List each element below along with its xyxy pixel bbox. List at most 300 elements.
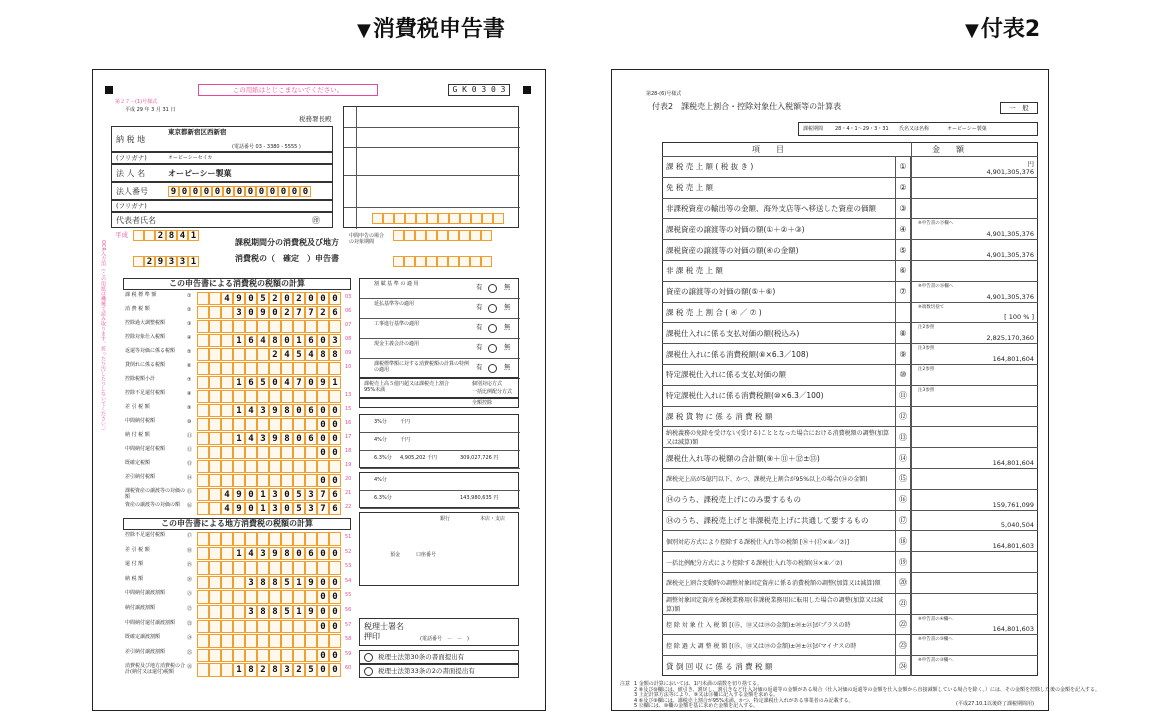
amount-digit[interactable] [257, 649, 269, 663]
amount-digit[interactable]: 0 [329, 649, 341, 663]
amount-digit[interactable] [221, 432, 233, 445]
amount-digit[interactable] [197, 446, 209, 459]
amount-digit[interactable]: 0 [245, 306, 257, 319]
amount-digit[interactable]: 8 [269, 663, 281, 677]
amount-digit[interactable] [245, 474, 257, 487]
amount-digit[interactable] [257, 474, 269, 487]
amount-digit[interactable]: 1 [233, 334, 245, 347]
amount-digit[interactable]: 3 [257, 432, 269, 445]
amount-digit[interactable] [305, 620, 317, 634]
amount-digit[interactable]: 3 [269, 488, 281, 501]
amount-digit[interactable] [221, 620, 233, 634]
amount-digit[interactable]: 5 [293, 348, 305, 361]
amount-digit[interactable]: 0 [317, 292, 329, 305]
amount-digit[interactable] [233, 418, 245, 431]
amount-digit[interactable] [293, 446, 305, 459]
amount-digit[interactable]: 5 [305, 663, 317, 677]
amount-digit[interactable]: 0 [329, 404, 341, 417]
amount-digit[interactable]: 0 [281, 334, 293, 347]
amount-digit[interactable] [317, 634, 329, 648]
amount-digit[interactable]: 0 [317, 418, 329, 431]
amount-digit[interactable]: 4 [257, 334, 269, 347]
amount-digit[interactable]: 0 [317, 590, 329, 604]
amount-digit[interactable] [233, 460, 245, 473]
amount-digit[interactable] [209, 404, 221, 417]
amount-digit[interactable]: 0 [317, 432, 329, 445]
amount-digit[interactable]: 1 [257, 502, 269, 515]
amount-digit[interactable]: 9 [269, 432, 281, 445]
amount-digit[interactable] [197, 306, 209, 319]
amount-digit[interactable]: 0 [293, 547, 305, 561]
option-yes[interactable]: 有 [476, 283, 483, 291]
office-use-cell[interactable] [372, 213, 383, 224]
amount-digit[interactable] [293, 649, 305, 663]
amount-digit[interactable]: 8 [257, 605, 269, 619]
interim-to-digit[interactable] [481, 256, 492, 267]
office-use-cell[interactable] [449, 213, 460, 224]
amount-digit[interactable]: 0 [329, 446, 341, 459]
amount-digit[interactable]: 0 [317, 404, 329, 417]
amount-digit[interactable] [209, 663, 221, 677]
amount-digit[interactable] [245, 348, 257, 361]
amount-digit[interactable] [305, 634, 317, 648]
interim-from-digit[interactable] [470, 230, 481, 241]
amount-digit[interactable] [221, 362, 233, 375]
amount-digit[interactable] [293, 561, 305, 575]
amount-digit[interactable] [281, 418, 293, 431]
amount-digit[interactable] [209, 561, 221, 575]
amount-digit[interactable] [281, 590, 293, 604]
amount-digit[interactable]: 6 [245, 376, 257, 389]
amount-digit[interactable] [209, 576, 221, 590]
interim-to-digit[interactable] [415, 256, 426, 267]
amount-digit[interactable]: 9 [233, 502, 245, 515]
period-from-digit[interactable] [144, 230, 155, 241]
interim-from-cells[interactable] [393, 230, 492, 241]
amount-digit[interactable]: 4 [281, 376, 293, 389]
amount-digit[interactable]: 2 [317, 306, 329, 319]
corp-number-digit[interactable]: 0 [300, 186, 311, 197]
interim-to-digit[interactable] [393, 256, 404, 267]
amount-digit[interactable]: 4 [221, 502, 233, 515]
amount-digit[interactable] [209, 390, 221, 403]
amount-digit[interactable]: 6 [305, 334, 317, 347]
period-from-digit[interactable]: 8 [166, 230, 177, 241]
amount-digit[interactable] [209, 620, 221, 634]
phone-number[interactable]: (電話番号 03 - 3380 - 5555 ) [232, 144, 301, 150]
amount-digit[interactable]: 0 [329, 605, 341, 619]
amount-digit[interactable] [221, 532, 233, 546]
amount-digit[interactable]: 3 [305, 502, 317, 515]
amount-digit[interactable] [305, 446, 317, 459]
amount-digit[interactable]: 2 [269, 348, 281, 361]
amount-digit[interactable] [209, 649, 221, 663]
amount-digit[interactable] [221, 634, 233, 648]
amount-digit[interactable]: 6 [329, 502, 341, 515]
amount-digit[interactable]: 9 [305, 605, 317, 619]
option-yes[interactable]: 有 [476, 363, 483, 371]
amount-digit[interactable] [269, 620, 281, 634]
period-from-digit[interactable]: 4 [177, 230, 188, 241]
amount-digit[interactable] [257, 620, 269, 634]
amount-digit[interactable] [209, 446, 221, 459]
amount-digit[interactable] [269, 590, 281, 604]
period-from-digit[interactable]: 2 [155, 230, 166, 241]
amount-digit[interactable]: 8 [245, 663, 257, 677]
corp-number-digit[interactable]: 0 [245, 186, 256, 197]
amount-digit[interactable] [245, 561, 257, 575]
corp-number-digit[interactable]: 9 [168, 186, 179, 197]
amount-digit[interactable]: 6 [305, 404, 317, 417]
amount-digit[interactable]: 9 [305, 576, 317, 590]
amount-digit[interactable]: 4 [221, 292, 233, 305]
amount-digit[interactable] [257, 590, 269, 604]
amount-digit[interactable] [245, 418, 257, 431]
amount-digit[interactable] [281, 320, 293, 333]
amount-digit[interactable]: 0 [305, 376, 317, 389]
amount-digit[interactable]: 1 [293, 334, 305, 347]
amount-digit[interactable] [221, 376, 233, 389]
option-yes[interactable]: 有 [476, 323, 483, 331]
period-to-digit[interactable]: 1 [188, 256, 199, 267]
selected-circle[interactable] [488, 284, 497, 293]
amount-digit[interactable]: 8 [329, 348, 341, 361]
amount-digit[interactable]: 3 [329, 334, 341, 347]
amount-digit[interactable] [209, 502, 221, 515]
amount-digit[interactable] [209, 306, 221, 319]
amount-digit[interactable]: 3 [245, 576, 257, 590]
amount-digit[interactable] [209, 334, 221, 347]
amount-digit[interactable] [221, 404, 233, 417]
amount-digit[interactable]: 8 [257, 576, 269, 590]
amount-digit[interactable] [245, 649, 257, 663]
method-full[interactable]: 全額控除 [472, 400, 493, 406]
amount-digit[interactable]: 0 [329, 663, 341, 677]
amount-digit[interactable] [329, 561, 341, 575]
corp-number-digit[interactable]: 0 [190, 186, 201, 197]
corp-number-digit[interactable]: 0 [212, 186, 223, 197]
amount-digit[interactable] [209, 292, 221, 305]
amount-digit[interactable]: 0 [269, 306, 281, 319]
amount-digit[interactable] [329, 634, 341, 648]
amount-digit[interactable] [209, 488, 221, 501]
amount-digit[interactable] [209, 547, 221, 561]
corp-number-digit[interactable]: 0 [256, 186, 267, 197]
amount-digit[interactable] [209, 590, 221, 604]
amount-digit[interactable] [221, 663, 233, 677]
amount-digit[interactable] [269, 649, 281, 663]
corp-number-digit[interactable]: 0 [278, 186, 289, 197]
amount-digit[interactable]: 7 [317, 502, 329, 515]
amount-digit[interactable] [293, 418, 305, 431]
selected-circle[interactable] [488, 364, 497, 373]
period-to-digit[interactable]: 9 [155, 256, 166, 267]
amount-digit[interactable]: 9 [269, 404, 281, 417]
amount-digit[interactable]: 9 [233, 488, 245, 501]
amount-digit[interactable]: 3 [245, 605, 257, 619]
office-use-cell[interactable] [427, 213, 438, 224]
amount-digit[interactable] [293, 474, 305, 487]
interim-from-digit[interactable] [448, 230, 459, 241]
amount-digit[interactable]: 0 [329, 292, 341, 305]
amount-digit[interactable] [269, 446, 281, 459]
amount-digit[interactable]: 1 [233, 432, 245, 445]
office-use-cell[interactable] [438, 213, 449, 224]
amount-digit[interactable] [245, 634, 257, 648]
amount-digit[interactable] [257, 390, 269, 403]
amount-digit[interactable]: 0 [329, 576, 341, 590]
amount-digit[interactable] [305, 390, 317, 403]
amount-digit[interactable] [221, 460, 233, 473]
amount-digit[interactable] [257, 532, 269, 546]
amount-digit[interactable]: 7 [293, 306, 305, 319]
interim-to-digit[interactable] [459, 256, 470, 267]
amount-digit[interactable] [209, 460, 221, 473]
office-use-cell[interactable] [394, 213, 405, 224]
amount-digit[interactable] [257, 446, 269, 459]
corp-number-digit[interactable]: 0 [223, 186, 234, 197]
amount-digit[interactable] [269, 634, 281, 648]
amount-digit[interactable] [197, 590, 209, 604]
amount-digit[interactable] [197, 634, 209, 648]
amount-digit[interactable] [209, 634, 221, 648]
amount-digit[interactable] [317, 320, 329, 333]
amount-digit[interactable] [233, 474, 245, 487]
amount-digit[interactable]: 4 [281, 348, 293, 361]
interim-from-digit[interactable] [415, 230, 426, 241]
amount-digit[interactable] [233, 532, 245, 546]
amount-digit[interactable] [233, 590, 245, 604]
amount-digit[interactable]: 0 [329, 418, 341, 431]
amount-digit[interactable] [197, 320, 209, 333]
amount-digit[interactable] [281, 649, 293, 663]
amount-digit[interactable]: 0 [245, 488, 257, 501]
amount-digit[interactable] [209, 418, 221, 431]
interim-to-digit[interactable] [437, 256, 448, 267]
corp-number-digit[interactable]: 0 [201, 186, 212, 197]
amount-digit[interactable] [257, 460, 269, 473]
amount-digit[interactable] [197, 390, 209, 403]
amount-digit[interactable] [209, 605, 221, 619]
accountant-phone[interactable]: (電話番号 － － ) [420, 636, 469, 642]
amount-digit[interactable] [269, 320, 281, 333]
period-to-digit[interactable]: 2 [144, 256, 155, 267]
amount-digit[interactable] [245, 620, 257, 634]
option-no[interactable]: 無 [504, 343, 511, 351]
amount-digit[interactable] [317, 460, 329, 473]
amount-digit[interactable] [197, 334, 209, 347]
amount-digit[interactable] [197, 605, 209, 619]
amount-digit[interactable] [257, 634, 269, 648]
amount-digit[interactable] [281, 460, 293, 473]
amount-digit[interactable] [197, 576, 209, 590]
amount-digit[interactable]: 6 [305, 547, 317, 561]
amount-digit[interactable] [209, 362, 221, 375]
amount-digit[interactable] [233, 605, 245, 619]
amount-digit[interactable] [305, 532, 317, 546]
office-use-cell[interactable] [460, 213, 471, 224]
amount-digit[interactable]: 0 [245, 292, 257, 305]
amount-digit[interactable] [281, 532, 293, 546]
amount-digit[interactable] [317, 532, 329, 546]
kana-value[interactable]: オーピーシーセイカ [168, 155, 213, 161]
amount-digit[interactable]: 1 [329, 376, 341, 389]
amount-digit[interactable] [245, 590, 257, 604]
method-individual[interactable]: 個別対応方式 [472, 381, 503, 387]
interim-to-digit[interactable] [470, 256, 481, 267]
amount-digit[interactable]: 3 [269, 502, 281, 515]
amount-digit[interactable]: 2 [257, 663, 269, 677]
method-lump[interactable]: 一括比例配分方式 [472, 389, 513, 395]
amount-digit[interactable] [329, 460, 341, 473]
amount-digit[interactable] [197, 561, 209, 575]
selected-circle[interactable] [488, 304, 497, 313]
period-from-digit[interactable]: 1 [188, 230, 199, 241]
amount-digit[interactable]: 9 [257, 306, 269, 319]
amount-digit[interactable] [197, 376, 209, 389]
amount-digit[interactable]: 4 [245, 432, 257, 445]
amount-digit[interactable]: 0 [317, 446, 329, 459]
amount-digit[interactable] [269, 390, 281, 403]
amount-digit[interactable] [197, 532, 209, 546]
amount-digit[interactable]: 0 [329, 590, 341, 604]
amount-digit[interactable] [221, 334, 233, 347]
amount-digit[interactable]: 1 [257, 488, 269, 501]
amount-digit[interactable]: 3 [233, 306, 245, 319]
amount-digit[interactable] [281, 620, 293, 634]
amount-digit[interactable]: 8 [269, 334, 281, 347]
office-use-cell[interactable] [493, 213, 504, 224]
amount-digit[interactable]: 2 [281, 306, 293, 319]
amount-digit[interactable]: 5 [293, 502, 305, 515]
amount-digit[interactable] [209, 348, 221, 361]
amount-digit[interactable]: 1 [233, 404, 245, 417]
amount-digit[interactable]: 5 [257, 376, 269, 389]
amount-digit[interactable] [209, 376, 221, 389]
amount-digit[interactable]: 7 [317, 488, 329, 501]
amount-digit[interactable] [257, 561, 269, 575]
amount-digit[interactable] [197, 620, 209, 634]
amount-digit[interactable] [197, 292, 209, 305]
amount-digit[interactable] [221, 418, 233, 431]
amount-digit[interactable] [269, 532, 281, 546]
article-33-checkbox[interactable] [364, 667, 373, 676]
amount-digit[interactable]: 8 [269, 605, 281, 619]
amount-digit[interactable]: 3 [257, 404, 269, 417]
amount-digit[interactable] [221, 547, 233, 561]
amount-digit[interactable] [233, 446, 245, 459]
amount-digit[interactable]: 7 [293, 376, 305, 389]
amount-digit[interactable]: 0 [317, 474, 329, 487]
amount-digit[interactable] [305, 561, 317, 575]
corp-number-digit[interactable]: 0 [267, 186, 278, 197]
amount-digit[interactable]: 0 [281, 292, 293, 305]
article-30-checkbox[interactable] [364, 653, 373, 662]
amount-digit[interactable] [245, 446, 257, 459]
interim-to-digit[interactable] [404, 256, 415, 267]
office-use-cell[interactable] [482, 213, 493, 224]
amount-digit[interactable] [209, 432, 221, 445]
amount-digit[interactable] [305, 649, 317, 663]
amount-digit[interactable] [233, 634, 245, 648]
amount-digit[interactable] [197, 348, 209, 361]
amount-digit[interactable]: 0 [329, 474, 341, 487]
period-to-cells[interactable] [133, 256, 199, 267]
amount-digit[interactable] [245, 532, 257, 546]
amount-digit[interactable] [293, 390, 305, 403]
interim-from-digit[interactable] [426, 230, 437, 241]
interim-from-digit[interactable] [481, 230, 492, 241]
amount-digit[interactable] [317, 390, 329, 403]
amount-digit[interactable]: 6 [329, 306, 341, 319]
amount-digit[interactable] [269, 418, 281, 431]
amount-digit[interactable] [209, 532, 221, 546]
corp-number-digit[interactable]: 0 [289, 186, 300, 197]
amount-digit[interactable] [281, 634, 293, 648]
period-to-digit[interactable]: 3 [177, 256, 188, 267]
amount-digit[interactable] [197, 460, 209, 473]
amount-digit[interactable] [233, 576, 245, 590]
amount-digit[interactable] [257, 362, 269, 375]
amount-digit[interactable] [269, 474, 281, 487]
interim-from-digit[interactable] [393, 230, 404, 241]
amount-digit[interactable]: 1 [233, 376, 245, 389]
interim-to-cells[interactable] [393, 256, 492, 267]
amount-digit[interactable]: 4 [245, 547, 257, 561]
amount-digit[interactable]: 5 [257, 292, 269, 305]
selected-circle[interactable] [488, 324, 497, 333]
amount-digit[interactable]: 2 [269, 292, 281, 305]
amount-digit[interactable]: 0 [329, 620, 341, 634]
amount-digit[interactable]: 0 [317, 334, 329, 347]
amount-digit[interactable] [245, 460, 257, 473]
amount-digit[interactable]: 6 [305, 432, 317, 445]
amount-digit[interactable]: 8 [281, 404, 293, 417]
amount-digit[interactable]: 6 [329, 488, 341, 501]
amount-digit[interactable]: 7 [305, 306, 317, 319]
amount-digit[interactable] [293, 320, 305, 333]
amount-digit[interactable]: 4 [305, 348, 317, 361]
amount-digit[interactable] [293, 362, 305, 375]
interim-from-digit[interactable] [437, 230, 448, 241]
amount-digit[interactable]: 0 [305, 292, 317, 305]
amount-digit[interactable] [197, 474, 209, 487]
amount-digit[interactable]: 5 [293, 488, 305, 501]
amount-digit[interactable] [329, 532, 341, 546]
amount-digit[interactable] [245, 320, 257, 333]
amount-digit[interactable]: 5 [281, 576, 293, 590]
interim-from-digit[interactable] [404, 230, 415, 241]
amount-digit[interactable]: 9 [233, 292, 245, 305]
amount-digit[interactable] [221, 306, 233, 319]
amount-digit[interactable]: 9 [317, 376, 329, 389]
amount-digit[interactable] [293, 620, 305, 634]
amount-digit[interactable] [305, 460, 317, 473]
amount-digit[interactable]: 0 [317, 547, 329, 561]
option-no[interactable]: 無 [504, 303, 511, 311]
amount-digit[interactable] [197, 418, 209, 431]
amount-digit[interactable] [317, 561, 329, 575]
period-to-digit[interactable] [133, 256, 144, 267]
amount-digit[interactable] [293, 460, 305, 473]
amount-digit[interactable]: 4 [245, 404, 257, 417]
amount-digit[interactable] [233, 649, 245, 663]
amount-digit[interactable]: 8 [281, 547, 293, 561]
amount-digit[interactable]: 9 [269, 547, 281, 561]
office-use-cell[interactable] [471, 213, 482, 224]
amount-digit[interactable] [245, 390, 257, 403]
amount-digit[interactable]: 4 [221, 488, 233, 501]
